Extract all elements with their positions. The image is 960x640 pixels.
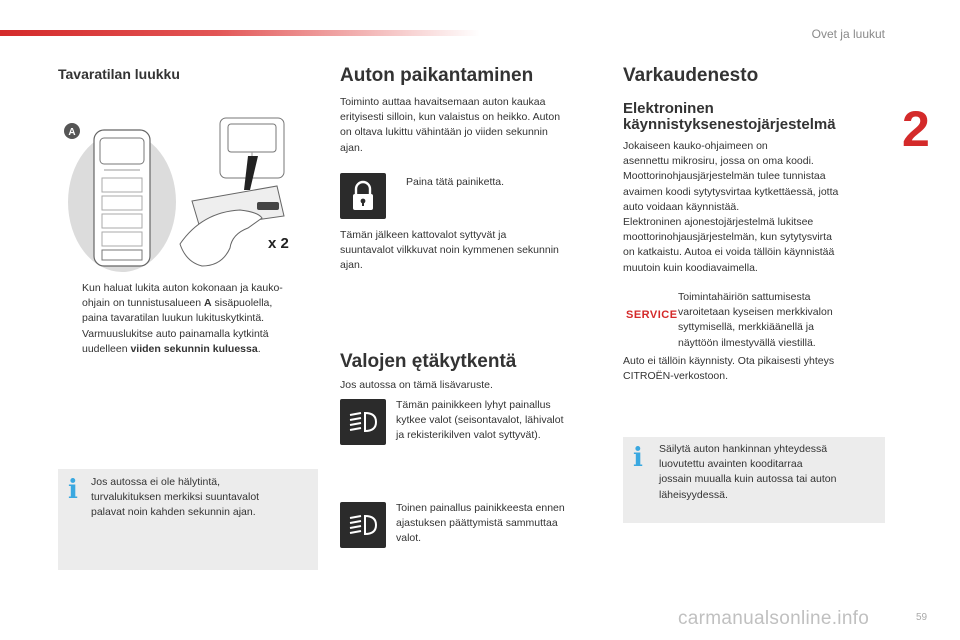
tailgate-figure — [62, 116, 324, 276]
equipment-text: Jos autossa on tämä lisävaruste. — [340, 379, 493, 391]
van-illustration — [62, 116, 324, 276]
lighting-button-icon — [340, 399, 386, 445]
tailgate-bullets — [58, 281, 318, 357]
press-button-text: Paina tätä painiketta. — [406, 176, 505, 188]
short-press-text: Tämän painikkeen lyhyt painallus kytkee valot (seisontavalot, lähivalot ja rekisterikilven valot syttyvät). — [396, 399, 564, 442]
after-fault-text: Auto ei tällöin käynnisty. Ota pikaisesti yhteys CITROËN-verkostoon. — [623, 355, 835, 383]
fault-text: Toimintahäiriön sattumisesta varoitetaan kyseisen merkkivalon syttymisellä, merkkiäänellä ja näyttöön ilmestyvällä viestillä. — [678, 291, 833, 349]
watermark: carmanualsonline.info — [678, 608, 870, 629]
heading-locate-car: Auton paikantaminen — [340, 65, 534, 86]
info-icon: i — [633, 443, 643, 473]
page-number: 59 — [916, 612, 928, 623]
lighting-button-icon-2 — [340, 502, 386, 548]
info-note-alarm: i Jos autossa ei ole hälytintä, turvalukituksen merkiksi suuntavalot palavat noin kahden sekunnin ajan. — [58, 469, 318, 570]
locate-intro: Toiminto auttaa havaitsemaan auton kaukaa erityisesti silloin, kun valaistus on heikko. Auton on oltava lukittu vähintään jo viiden sekunnin ajan. — [340, 96, 561, 154]
chapter-number: 2 — [902, 101, 930, 157]
press-twice-label: x 2 — [268, 235, 289, 252]
second-press-text: Toinen painallus painikkeesta ennen ajastuksen päättymistä sammuttaa valot. — [396, 502, 565, 545]
service-warning-icon: SERVICE — [626, 309, 678, 321]
heading-immobiliser: Elektroninen käynnistyksenestojärjestelmä — [623, 100, 836, 133]
heading-tailgate: Tavaratilan luukku — [58, 66, 180, 82]
immobiliser-body: Jokaiseen kauko-ohjaimeen on asennettu mikrosiru, jossa on oma koodi. Moottorinohjausjärjestelmän tulee tunnistaa avaimen koodi sytytysvirtaa kytkettäessä, jotta auto voidaan käynnistää. Elektroninen ajonestojärjestelmä lukitsee moottorinohjausjärjestelmän, kun sytytysvirta on katkaistu. Autoa ei voida tällöin käynnistää muutoin kuin koodiavaimella. — [623, 140, 839, 274]
bullet-lock: Kun haluat lukita auton kokonaan ja kauko- ohjain on tunnistusalueen A sisäpuolella, paina tavaratilan luukun lukituskytkintä. — [82, 282, 283, 325]
bullet-deadlock: Varmuuslukitse auto painamalla kytkintä uudelleen viiden sekunnin kuluessa. — [82, 327, 269, 355]
lock-button-icon — [340, 173, 386, 219]
section-title: Ovet ja luukut — [811, 27, 885, 41]
heading-antitheft: Varkaudenesto — [623, 65, 759, 86]
heading-remote-lights: Valojen ętäkytkentä — [340, 351, 517, 372]
locate-after: Tämän jälkeen kattovalot syttyvät ja suuntavalot vilkkuvat noin kymmenen sekunnin ajan. — [340, 229, 559, 272]
svg-text:A: A — [68, 127, 76, 138]
header-accent-bar — [0, 30, 480, 36]
info-note-key-code: i Säilytä auton hankinnan yhteydessä luovutettu avainten kooditarraa jossain muualla kuin autossa tai auton läheisyydessä. — [623, 437, 885, 523]
info-icon: i — [68, 475, 78, 505]
